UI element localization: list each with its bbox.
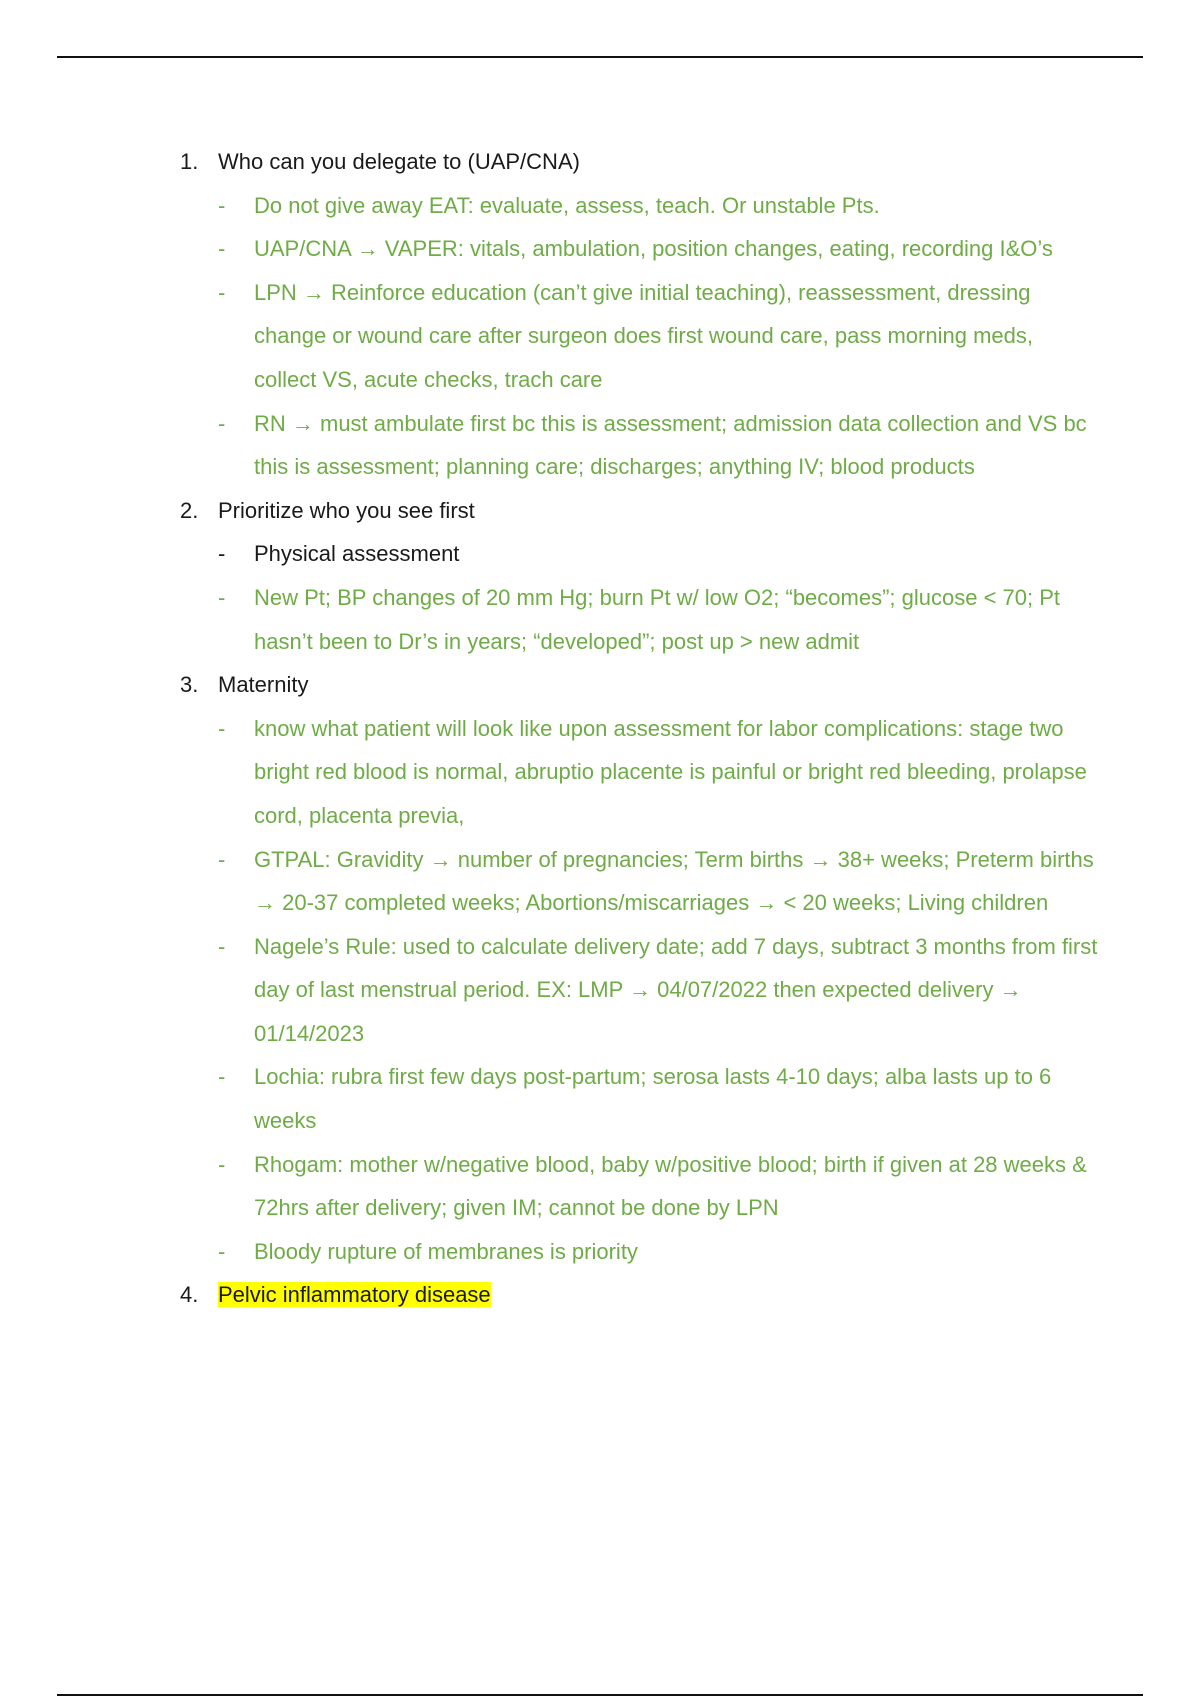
section-maternity bbox=[180, 663, 1100, 1273]
bullet-text: Physical assessment bbox=[254, 541, 460, 567]
list-item bbox=[180, 925, 1100, 1056]
list-item bbox=[180, 227, 1100, 271]
list-item bbox=[180, 707, 1100, 838]
section-heading bbox=[180, 1273, 1100, 1317]
bullet-marker: - bbox=[218, 279, 226, 305]
bullet-marker: - bbox=[218, 846, 226, 872]
bullet-marker: - bbox=[218, 192, 226, 218]
bullet-list bbox=[180, 184, 1100, 489]
section-heading bbox=[180, 489, 1100, 533]
highlighted-section-title: Pelvic inflammatory disease bbox=[218, 1282, 491, 1308]
bullet-marker: - bbox=[218, 1064, 226, 1090]
bullet-marker: - bbox=[218, 236, 226, 262]
list-item bbox=[180, 838, 1100, 925]
list-item bbox=[180, 184, 1100, 228]
bullet-text: RN → must ambulate first bc this is assessment; admission data collection and VS bc this is assessment; planning care; discharges; anything IV; blood products bbox=[254, 410, 1087, 480]
footer-rule bbox=[57, 1694, 1143, 1696]
bullet-text: Do not give away EAT: evaluate, assess, teach. Or unstable Pts. bbox=[254, 192, 880, 218]
section-prioritize bbox=[180, 489, 1100, 663]
section-heading bbox=[180, 663, 1100, 707]
list-item bbox=[180, 1055, 1100, 1142]
bullet-text: GTPAL: Gravidity → number of pregnancies; Term births → 38+ weeks; Preterm births → 20-37 completed weeks; Abortions/miscarriages → < 20 weeks; Living children bbox=[254, 846, 1094, 916]
bullet-text: know what patient will look like upon assessment for labor complications: stage two bright red blood is normal, abruptio placente is painful or bright red bleeding, prolapse cord, placenta previa, bbox=[254, 715, 1087, 828]
bullet-marker: - bbox=[218, 1238, 226, 1264]
section-number: 4. bbox=[180, 1282, 199, 1308]
list-item bbox=[180, 402, 1100, 489]
bullet-marker: - bbox=[218, 410, 226, 436]
bullet-text: LPN → Reinforce education (can’t give initial teaching), reassessment, dressing change or wound care after surgeon does first wound care, pass morning meds, collect VS, acute checks, trach care bbox=[254, 279, 1033, 392]
list-item bbox=[180, 1230, 1100, 1274]
section-title: Who can you delegate to (UAP/CNA) bbox=[218, 149, 580, 174]
bullet-marker: - bbox=[218, 541, 226, 567]
section-number: 1. bbox=[180, 149, 199, 174]
bullet-text: Lochia: rubra first few days post-partum; serosa lasts 4-10 days; alba lasts up to 6 weeks bbox=[254, 1064, 1052, 1134]
section-number: 3. bbox=[180, 672, 199, 698]
section-number: 2. bbox=[180, 497, 199, 523]
document-outline bbox=[180, 140, 1100, 1317]
list-item bbox=[180, 576, 1100, 663]
bullet-text: Nagele’s Rule: used to calculate delivery date; add 7 days, subtract 3 months from first day of last menstrual period. EX: LMP → 04/07/2022 then expected delivery → 01/14/2023 bbox=[254, 933, 1098, 1046]
section-title: Maternity bbox=[218, 672, 309, 698]
bullet-text: UAP/CNA → VAPER: vitals, ambulation, position changes, eating, recording I&O’s bbox=[254, 236, 1053, 262]
bullet-text: Rhogam: mother w/negative blood, baby w/positive blood; birth if given at 28 weeks & 72hrs after delivery; given IM; cannot be done by LPN bbox=[254, 1151, 1087, 1221]
section-delegation bbox=[180, 140, 1100, 489]
bullet-list bbox=[180, 707, 1100, 1274]
list-item bbox=[180, 271, 1100, 402]
list-item bbox=[180, 532, 1100, 576]
bullet-marker: - bbox=[218, 1151, 226, 1177]
bullet-marker: - bbox=[218, 933, 226, 959]
list-item bbox=[180, 1143, 1100, 1230]
bullet-list bbox=[180, 532, 1100, 663]
bullet-marker: - bbox=[218, 584, 226, 610]
header-rule bbox=[57, 56, 1143, 58]
section-pid bbox=[180, 1273, 1100, 1317]
bullet-marker: - bbox=[218, 715, 226, 741]
bullet-text: Bloody rupture of membranes is priority bbox=[254, 1238, 638, 1264]
bullet-text: New Pt; BP changes of 20 mm Hg; burn Pt w/ low O2; “becomes”; glucose < 70; Pt hasn’t been to Dr’s in years; “developed”; post up > new admit bbox=[254, 584, 1061, 654]
section-heading bbox=[180, 140, 1100, 184]
section-title: Prioritize who you see first bbox=[218, 497, 475, 523]
